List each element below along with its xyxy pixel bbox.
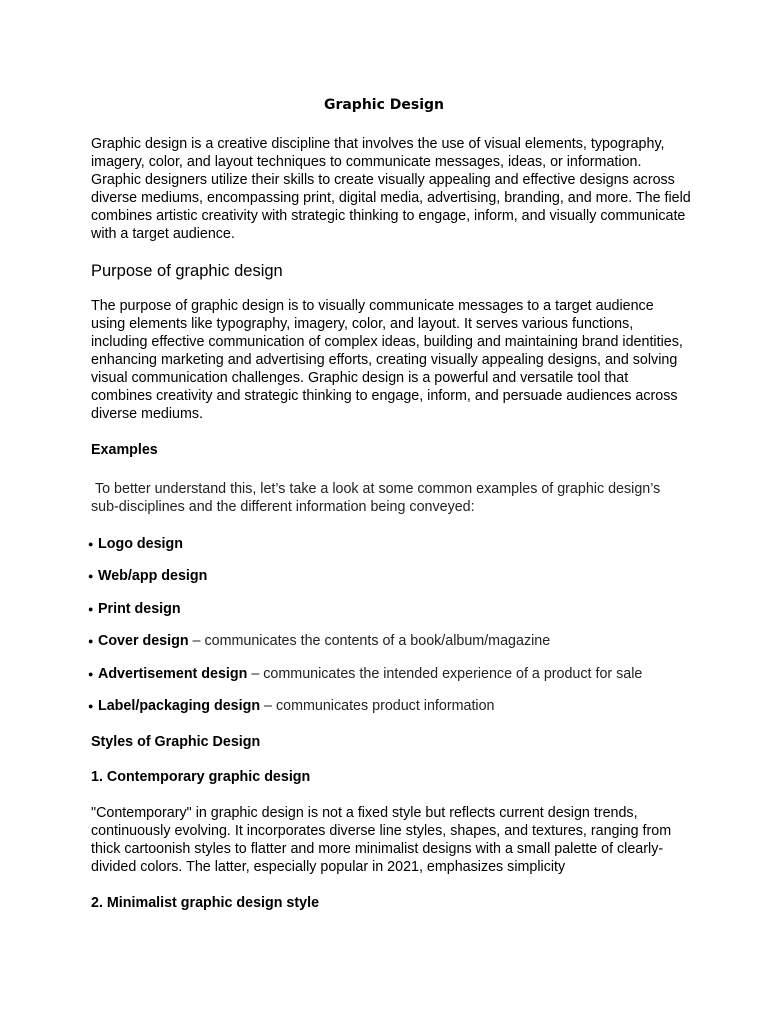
contemporary-heading: 1. Contemporary graphic design bbox=[91, 769, 311, 785]
list-item bbox=[88, 567, 728, 599]
minimalist-heading: 2. Minimalist graphic design style bbox=[91, 895, 320, 911]
examples-heading: Examples bbox=[91, 442, 158, 458]
bullet-label: Print design bbox=[98, 600, 181, 617]
intro-paragraph: Graphic design is a creative discipline that involves the use of visual elements, typography, imagery, color, and layout techniques to communicate messages, ideas, or information. Graphic designers utilize their skills to create visually appealing and effective designs across diverse mediums, encompassing print, digital media, advertising, branding, and more. The field combines artistic creativity with strategic thinking to engage, inform, and visually communicate with a target audience. bbox=[91, 136, 691, 242]
bullet-detail: – communicates the intended experience of a product for sale bbox=[247, 665, 643, 682]
contemporary-paragraph: "Contemporary" in graphic design is not a fixed style but reflects current design trends, continuously evolving. It incorporates diverse line styles, shapes, and textures, ranging from thick cartoonish styles to flatter and more minimalist designs with a small palette of clearly-divided colors. The latter, especially popular in 2021, emphasizes simplicity bbox=[91, 805, 672, 875]
bullet-icon: ● bbox=[88, 700, 94, 711]
list-item bbox=[88, 535, 728, 567]
bullet-icon: ● bbox=[88, 668, 94, 679]
document-title: Graphic Design bbox=[323, 97, 445, 113]
bullet-icon: ● bbox=[88, 571, 94, 582]
bullet-detail: – communicates product information bbox=[260, 697, 495, 714]
list-item bbox=[88, 697, 728, 729]
bullet-label: Advertisement design bbox=[98, 665, 248, 682]
bullet-label: Cover design bbox=[98, 633, 189, 650]
bullet-label: Label/packaging design bbox=[98, 697, 261, 714]
examples-list bbox=[88, 535, 728, 729]
list-item bbox=[88, 632, 728, 664]
bullet-icon: ● bbox=[88, 636, 94, 647]
list-item bbox=[88, 600, 728, 632]
purpose-heading: Purpose of graphic design bbox=[91, 262, 283, 280]
bullet-label: Web/app design bbox=[98, 568, 208, 585]
styles-heading: Styles of Graphic Design bbox=[91, 734, 261, 750]
bullet-icon: ● bbox=[88, 603, 94, 614]
bullet-label: Logo design bbox=[98, 536, 183, 552]
bullet-icon: ● bbox=[88, 539, 94, 549]
examples-paragraph: To better understand this, let’s take a look at some common examples of graphic design’s sub-disciplines and the different information being conveyed: bbox=[91, 481, 665, 515]
purpose-paragraph: The purpose of graphic design is to visually communicate messages to a target audience using elements like typography, imagery, color, and layout. It serves various functions, including effective communication of complex ideas, building and maintaining brand identities, enhancing marketing and advertising efforts, creating visually appealing designs, and solving visual communication challenges. Graphic design is a powerful and versatile tool that combines creativity and strategic thinking to engage, inform, and persuade audiences across diverse mediums. bbox=[91, 298, 683, 422]
list-item bbox=[88, 665, 728, 697]
bullet-detail: – communicates the contents of a book/album/magazine bbox=[188, 633, 551, 650]
